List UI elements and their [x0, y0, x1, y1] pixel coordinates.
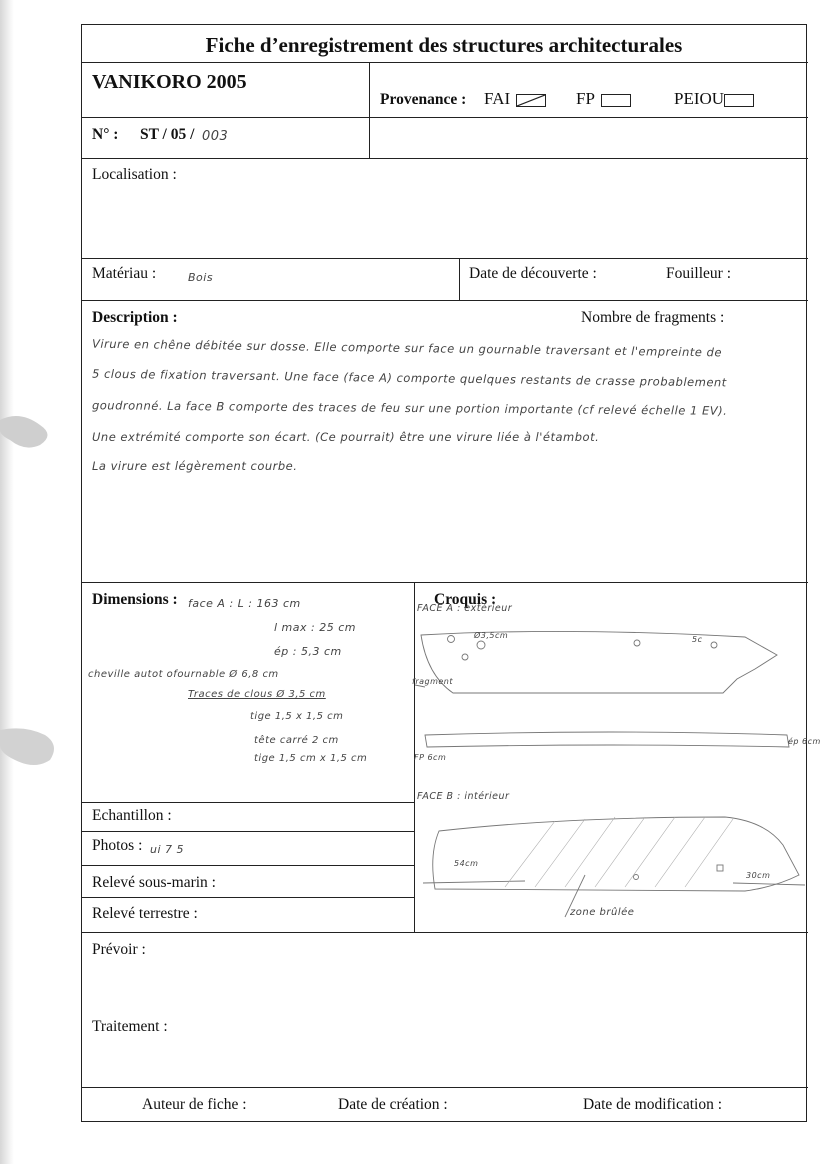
- divider: [82, 802, 414, 803]
- date-creation-label: Date de création :: [338, 1096, 448, 1113]
- dimension-line: tige 1,5 x 1,5 cm: [250, 711, 344, 722]
- number-value: 003: [202, 129, 229, 144]
- sketch-label-diameter: Ø3,5cm: [474, 631, 509, 640]
- dimension-line: tige 1,5 cm x 1,5 cm: [254, 753, 368, 764]
- dimensions-label: Dimensions :: [92, 591, 178, 608]
- dimension-line: cheville autot ofournable Ø 6,8 cm: [88, 669, 279, 680]
- option-fai-label: FAI: [484, 89, 511, 108]
- option-fp-label: FP: [576, 89, 595, 108]
- releve-sous-marin-label: Relevé sous-marin :: [92, 874, 216, 891]
- divider: [82, 258, 808, 259]
- traitement-label: Traitement :: [92, 1018, 168, 1035]
- sketch-label-fp: FP 6cm: [414, 753, 447, 762]
- dimension-line: Traces de clous Ø 3,5 cm: [188, 689, 326, 700]
- description-line: Virure en chêne débitée sur dosse. Elle comporte sur face un gournable traversant et l'empreinte de: [91, 336, 723, 360]
- fp-checkbox[interactable]: [601, 94, 631, 107]
- check-cross-icon: [517, 95, 545, 106]
- provenance-label: Provenance :: [380, 91, 467, 108]
- plank-face-b-outline: [433, 817, 799, 891]
- divider: [82, 897, 414, 898]
- number-prefix: ST / 05 /: [140, 126, 195, 143]
- sketch-label-arrow-right: 30cm: [746, 871, 771, 880]
- nail-hole: [477, 641, 485, 649]
- sketch-label-face-ext: FACE A : extérieur: [417, 603, 513, 614]
- date-modification-label: Date de modification :: [583, 1096, 723, 1113]
- divider: [82, 300, 808, 301]
- plank-face-a-outline: [421, 631, 777, 693]
- form-title: Fiche d’enregistrement des structures architecturales: [205, 33, 683, 57]
- provenance-field: [380, 91, 466, 109]
- description-line: goudronné. La face B comporte des traces de feu sur une portion importante (cf relevé échelle 1 EV).: [91, 398, 728, 418]
- sketch-label-fragment: fragment: [412, 677, 454, 686]
- nail-hole: [634, 640, 640, 646]
- echantillon-label: Echantillon :: [92, 807, 172, 824]
- description-line: Une extrémité comporte son écart. (Ce pourrait) être une virure liée à l'étambot.: [92, 430, 600, 444]
- page-edge-shadow: [0, 0, 14, 1164]
- dimension-line: ép : 5,3 cm: [274, 645, 342, 658]
- sketch-label-zone-brulee: zone brûlée: [570, 907, 635, 918]
- materiau-value: Bois: [188, 271, 214, 284]
- option-peiou[interactable]: [674, 89, 754, 109]
- nail-hole: [711, 642, 717, 648]
- divider: [82, 158, 808, 159]
- option-peiou-label: PEIOU: [674, 89, 725, 108]
- dimension-line: l max : 25 cm: [274, 621, 356, 634]
- option-fp[interactable]: [576, 89, 631, 109]
- stain-mark: [0, 400, 60, 460]
- description-label: Description :: [92, 309, 178, 326]
- nail-hole: [462, 654, 468, 660]
- dimension-line: face A : L : 163 cm: [188, 597, 301, 610]
- nail-hole: [448, 636, 455, 643]
- divider: [369, 62, 370, 158]
- plank-profile-outline: [425, 732, 789, 747]
- divider: [82, 932, 808, 933]
- divider: [82, 117, 808, 118]
- divider: [82, 865, 414, 866]
- divider: [82, 1087, 808, 1088]
- divider: [82, 582, 808, 583]
- localisation-label: Localisation :: [92, 166, 177, 183]
- description-line: La virure est légèrement courbe.: [92, 459, 298, 473]
- peiou-checkbox[interactable]: [724, 94, 754, 107]
- dimension-line: tête carré 2 cm: [254, 735, 339, 746]
- sketch-label-small: 5c: [692, 635, 703, 644]
- nail-hole: [634, 875, 639, 880]
- nail-hole: [717, 865, 723, 871]
- record-form: [81, 24, 821, 1122]
- fouilleur-label: Fouilleur :: [666, 265, 732, 282]
- description-line: 5 clous de fixation traversant. Une face (face A) comporte quelques restants de crasse probablement: [91, 366, 727, 390]
- auteur-label: Auteur de fiche :: [142, 1096, 247, 1113]
- sketch-label-ep: ép 6cm: [788, 737, 821, 746]
- photos-label: Photos :: [92, 837, 143, 854]
- materiau-label: Matériau :: [92, 265, 157, 282]
- croquis-label: Croquis :: [434, 591, 497, 608]
- divider: [82, 62, 808, 63]
- sketch-label-arrow-left: 54cm: [454, 859, 479, 868]
- prevoir-label: Prévoir :: [92, 941, 146, 958]
- option-fai[interactable]: [484, 89, 546, 109]
- project-name: VANIKORO 2005: [92, 71, 247, 93]
- fai-checkbox-checked[interactable]: [516, 94, 546, 107]
- divider: [459, 258, 460, 300]
- releve-terrestre-label: Relevé terrestre :: [92, 905, 198, 922]
- fragments-label: Nombre de fragments :: [581, 309, 725, 326]
- stain-mark: [0, 715, 60, 775]
- sketch-label-face-int: FACE B : intérieur: [417, 791, 510, 802]
- divider: [82, 831, 414, 832]
- photos-value: ui 7 5: [150, 843, 185, 856]
- number-label: N° :: [92, 126, 119, 143]
- date-decouverte-label: Date de découverte :: [469, 265, 597, 282]
